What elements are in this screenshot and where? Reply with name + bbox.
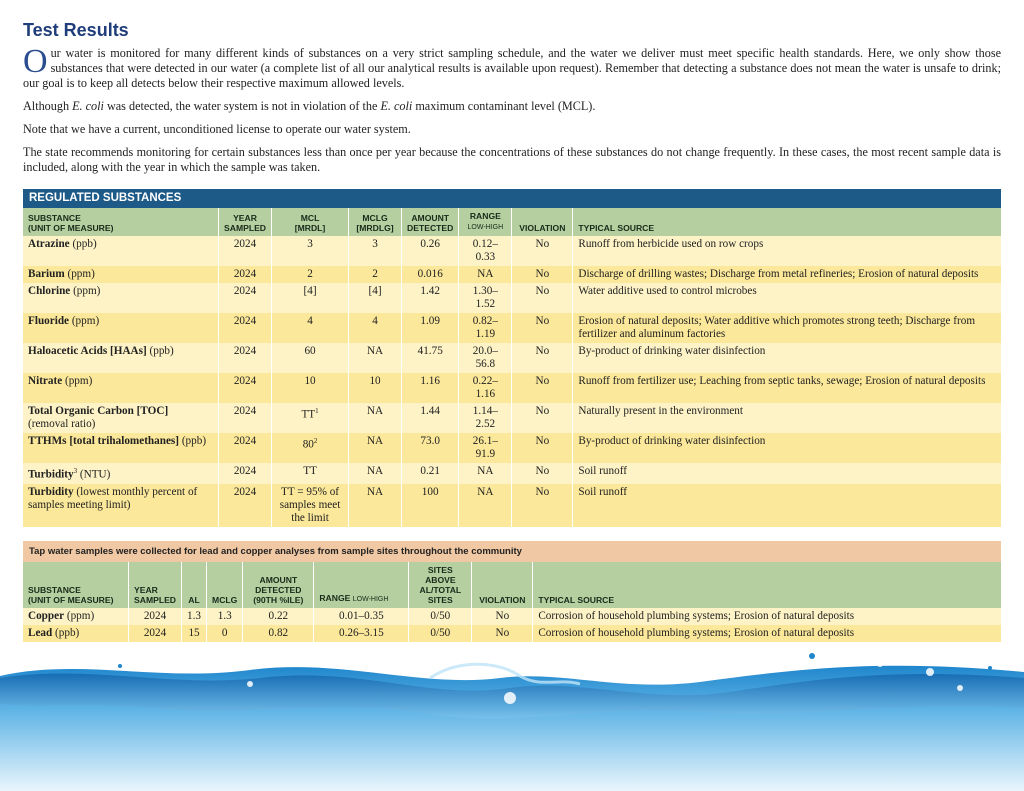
cell-violation: No <box>512 343 573 373</box>
cell-range: 0.26–3.15 <box>314 625 409 642</box>
table-band-title: REGULATED SUBSTANCES <box>23 189 1001 208</box>
cell-source: Runoff from fertilizer use; Leaching from septic tanks, sewage; Erosion of natural deposits <box>573 373 1001 403</box>
cell-violation: No <box>512 373 573 403</box>
cell-mcl: 10 <box>272 373 349 403</box>
cell-substance: Turbidity$^3$ (NTU) <box>23 463 219 484</box>
cell-violation: No <box>472 625 533 642</box>
table-row <box>23 266 1001 283</box>
cell-substance: Fluoride (ppm) <box>23 313 219 343</box>
cell-substance: Copper (ppm) <box>23 608 129 625</box>
lc-col-range: RANGE LOW-HIGH <box>314 562 409 608</box>
cell-substance: Nitrate (ppm) <box>23 373 219 403</box>
col-violation: VIOLATION <box>512 208 573 236</box>
col-amount: AMOUNT DETECTED <box>402 208 459 236</box>
cell-violation: No <box>512 484 573 527</box>
p2-em: E. coli <box>72 99 104 113</box>
table-row <box>23 373 1001 403</box>
col-substance: SUBSTANCE (UNIT OF MEASURE) <box>23 208 219 236</box>
cell-substance: Total Organic Carbon [TOC] (removal ratio) <box>23 403 219 433</box>
cell-year: 2024 <box>219 403 272 433</box>
cell-violation: No <box>512 313 573 343</box>
cell-year: 2024 <box>219 283 272 313</box>
cell-violation: No <box>472 608 533 625</box>
cell-mclg: 3 <box>349 236 402 266</box>
cell-al: 15 <box>182 625 207 642</box>
cell-source: By-product of drinking water disinfection <box>573 433 1001 463</box>
cell-mcl: 3 <box>272 236 349 266</box>
cell-range: 0.12– 0.33 <box>459 236 512 266</box>
cell-mclg: NA <box>349 343 402 373</box>
lc-col-substance: SUBSTANCE (UNIT OF MEASURE) <box>23 562 129 608</box>
cell-mclg: 10 <box>349 373 402 403</box>
table-row <box>23 608 1001 625</box>
p2-b: was detected, the water system is not in violation of the <box>103 99 381 113</box>
cell-mcl: $80^2$ <box>272 433 349 463</box>
cell-year: 2024 <box>219 433 272 463</box>
cell-violation: No <box>512 433 573 463</box>
table-row <box>23 283 1001 313</box>
drop-cap: O <box>23 43 48 80</box>
cell-substance: Chlorine (ppm) <box>23 283 219 313</box>
page-title: Test Results <box>23 20 129 40</box>
cell-source: Water additive used to control microbes <box>573 283 1001 313</box>
cell-mcl: TT = 95% of samples meet the limit <box>272 484 349 527</box>
cell-range: 26.1– 91.9 <box>459 433 512 463</box>
cell-amount: 1.44 <box>402 403 459 433</box>
cell-amount: 1.16 <box>402 373 459 403</box>
p2-a: Although <box>23 99 73 113</box>
intro-p1-text: ur water is monitored for many different kinds of substances on a very strict sampling schedule, and the water we deliver must meet specific health standards. Here, we only show those substances that were detected in our water (a complete list of all our analytical results is available upon request). Remember that detecting a substance does not mean the water is unsafe to drink; our goal is to keep all detects below their respective maximum allowed levels. <box>23 46 1001 90</box>
cell-year: 2024 <box>129 625 182 642</box>
cell-source: Erosion of natural deposits; Water additive which promotes strong teeth; Discharge from fertilizer and aluminum factories <box>573 313 1001 343</box>
table-row <box>23 403 1001 433</box>
col-range: RANGE LOW-HIGH <box>459 208 512 236</box>
cell-source: Discharge of drilling wastes; Discharge from metal refineries; Erosion of natural deposits <box>573 266 1001 283</box>
cell-range: 1.14– 2.52 <box>459 403 512 433</box>
cell-amount: 0.26 <box>402 236 459 266</box>
cell-range: 0.22– 1.16 <box>459 373 512 403</box>
water-splash-icon <box>0 648 1024 791</box>
table-row <box>23 236 1001 266</box>
col-year: YEAR SAMPLED <box>219 208 272 236</box>
cell-al: 1.3 <box>182 608 207 625</box>
cell-violation: No <box>512 266 573 283</box>
lc-col-violation: VIOLATION <box>472 562 533 608</box>
cell-substance: TTHMs [total trihalomethanes] (ppb) <box>23 433 219 463</box>
intro-text <box>23 43 1001 183</box>
cell-source: Soil runoff <box>573 463 1001 484</box>
lead-copper-table <box>23 541 1001 642</box>
cell-range: 20.0– 56.8 <box>459 343 512 373</box>
intro-paragraph-4: The state recommends monitoring for certain substances less than once per year because the concentrations of these substances do not change frequently. In these cases, the most recent sample data is included, along with the year in which the sample was taken. <box>23 145 1001 174</box>
cell-range: 0.01–0.35 <box>314 608 409 625</box>
cell-mclg: NA <box>349 403 402 433</box>
cell-substance: Barium (ppm) <box>23 266 219 283</box>
lc-col-amount: AMOUNT DETECTED (90TH %ILE) <box>243 562 314 608</box>
table-row <box>23 313 1001 343</box>
lc-col-source: TYPICAL SOURCE <box>533 562 1001 608</box>
table-row <box>23 625 1001 642</box>
intro-paragraph-1 <box>23 43 1001 91</box>
regulated-substances-table <box>23 189 1001 527</box>
cell-mcl: 60 <box>272 343 349 373</box>
cell-substance: Atrazine (ppb) <box>23 236 219 266</box>
cell-range: NA <box>459 266 512 283</box>
p2-c: maximum contaminant level (MCL). <box>412 99 596 113</box>
cell-year: 2024 <box>219 343 272 373</box>
cell-mcl: 2 <box>272 266 349 283</box>
cell-mcl: $TT^1$ <box>272 403 349 433</box>
cell-amount: 73.0 <box>402 433 459 463</box>
cell-violation: No <box>512 463 573 484</box>
cell-mclg: NA <box>349 484 402 527</box>
cell-year: 2024 <box>219 373 272 403</box>
cell-substance: Turbidity (lowest monthly percent of samples meeting limit) <box>23 484 219 527</box>
cell-mcl: TT <box>272 463 349 484</box>
cell-violation: No <box>512 236 573 266</box>
table-row <box>23 463 1001 484</box>
cell-range: NA <box>459 463 512 484</box>
col-mclg: MCLG [MRDLG] <box>349 208 402 236</box>
cell-amount: 0.016 <box>402 266 459 283</box>
cell-year: 2024 <box>219 484 272 527</box>
cell-substance: Lead (ppb) <box>23 625 129 642</box>
cell-source: Naturally present in the environment <box>573 403 1001 433</box>
cell-source: Soil runoff <box>573 484 1001 527</box>
cell-mcl: [4] <box>272 283 349 313</box>
table-row <box>23 343 1001 373</box>
cell-mcl: 4 <box>272 313 349 343</box>
cell-amount: 1.09 <box>402 313 459 343</box>
lc-col-mclg: MCLG <box>207 562 243 608</box>
lc-col-al: AL <box>182 562 207 608</box>
cell-amount: 0.82 <box>243 625 314 642</box>
cell-violation: No <box>512 403 573 433</box>
lc-col-sites: SITES ABOVE AL/TOTAL SITES <box>409 562 472 608</box>
cell-sites: 0/50 <box>409 608 472 625</box>
intro-paragraph-2 <box>23 99 1001 114</box>
cell-violation: No <box>512 283 573 313</box>
cell-amount: 41.75 <box>402 343 459 373</box>
cell-amount: 0.21 <box>402 463 459 484</box>
cell-mclg: [4] <box>349 283 402 313</box>
lead-copper-note: Tap water samples were collected for lead and copper analyses from sample sites throughout the community <box>23 541 1001 562</box>
table-header-row <box>23 208 1001 236</box>
cell-mclg: 4 <box>349 313 402 343</box>
cell-source: Corrosion of household plumbing systems; Erosion of natural deposits <box>533 625 1001 642</box>
cell-source: By-product of drinking water disinfection <box>573 343 1001 373</box>
cell-year: 2024 <box>129 608 182 625</box>
water-wave-image <box>0 648 1024 791</box>
table-row <box>23 484 1001 527</box>
intro-paragraph-3: Note that we have a current, unconditioned license to operate our water system. <box>23 122 411 136</box>
cell-range: NA <box>459 484 512 527</box>
cell-amount: 100 <box>402 484 459 527</box>
cell-substance: Haloacetic Acids [HAAs] (ppb) <box>23 343 219 373</box>
cell-mclg: 0 <box>207 625 243 642</box>
lead-table-header-row <box>23 562 1001 608</box>
cell-range: 0.82– 1.19 <box>459 313 512 343</box>
p2-em2: E. coli <box>380 99 413 113</box>
lc-col-year: YEAR SAMPLED <box>129 562 182 608</box>
cell-mclg: NA <box>349 463 402 484</box>
cell-source: Corrosion of household plumbing systems; Erosion of natural deposits <box>533 608 1001 625</box>
cell-mclg: 2 <box>349 266 402 283</box>
cell-year: 2024 <box>219 266 272 283</box>
cell-mclg: 1.3 <box>207 608 243 625</box>
cell-amount: 0.22 <box>243 608 314 625</box>
col-source: TYPICAL SOURCE <box>573 208 1001 236</box>
col-mcl: MCL [MRDL] <box>272 208 349 236</box>
cell-range: 1.30– 1.52 <box>459 283 512 313</box>
cell-source: Runoff from herbicide used on row crops <box>573 236 1001 266</box>
cell-sites: 0/50 <box>409 625 472 642</box>
cell-mclg: NA <box>349 433 402 463</box>
table-row <box>23 433 1001 463</box>
cell-year: 2024 <box>219 313 272 343</box>
cell-year: 2024 <box>219 236 272 266</box>
cell-amount: 1.42 <box>402 283 459 313</box>
cell-year: 2024 <box>219 463 272 484</box>
